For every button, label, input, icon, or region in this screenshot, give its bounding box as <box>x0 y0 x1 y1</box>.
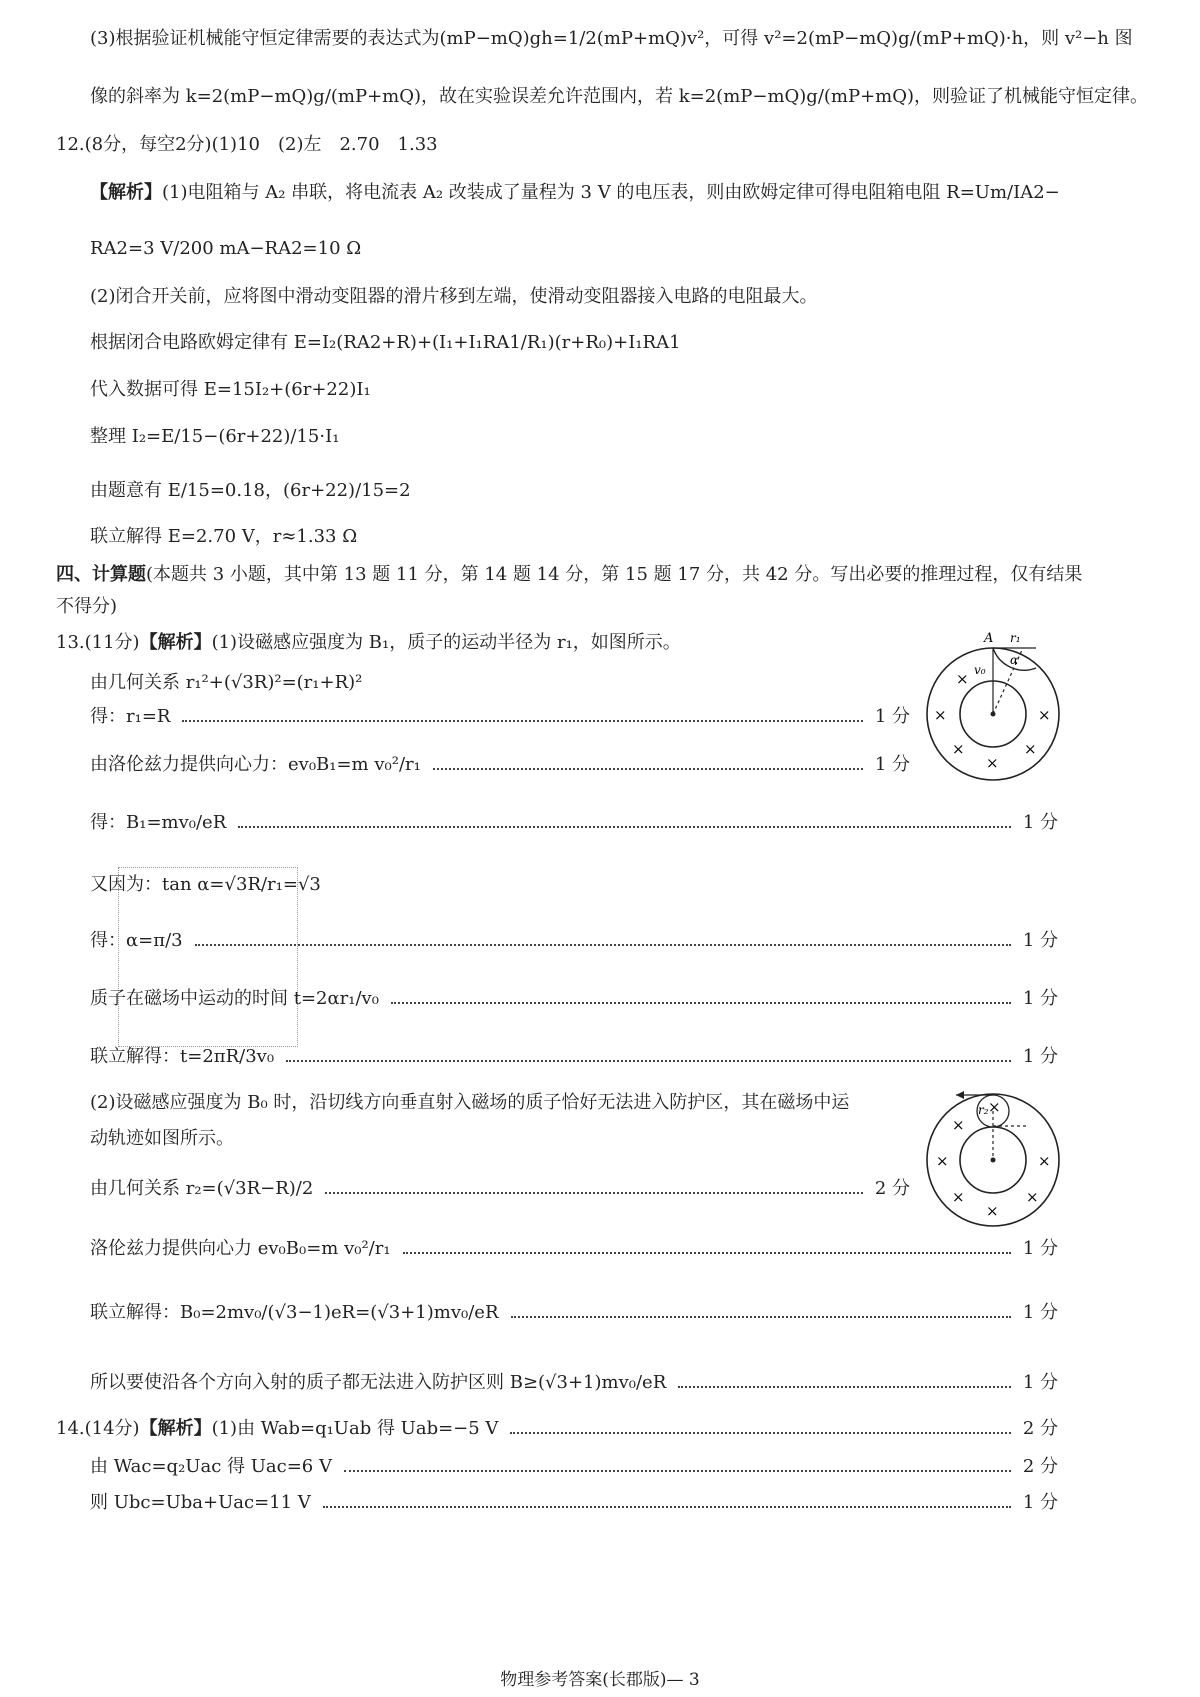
q12-formula: RA2=3 V/200 mA−RA2=10 Ω <box>90 238 362 259</box>
scored-step <box>90 1370 1058 1396</box>
section-instructions: (本题共 3 小题，其中第 13 题 11 分，第 14 题 14 分，第 15 题 17 分，共 42 分。写出必要的推理过程，仅有结果 <box>146 564 1083 585</box>
cross-mark: × <box>936 1152 949 1170</box>
section-title: 四、计算题 <box>56 564 146 585</box>
step-points: 2 分 <box>1022 1418 1058 1439</box>
step-points: 1 分 <box>874 706 910 727</box>
cross-mark: × <box>986 754 999 772</box>
step-points: 1 分 <box>1022 930 1058 951</box>
page-footer: 物理参考答案(长郡版)— 3 <box>500 1670 700 1690</box>
leader-dots <box>403 1252 1011 1254</box>
step-text: 由洛伦兹力提供向心力：ev₀B₁=m v₀²/r₁ <box>90 754 421 775</box>
scored-step <box>90 752 910 778</box>
section-instructions-cont: 不得分) <box>56 596 118 617</box>
scored-step <box>90 704 910 730</box>
q12-text: (2)闭合开关前，应将图中滑动变阻器的滑片移到左端，使滑动变阻器接入电路的电阻最大。 <box>90 286 818 307</box>
step-points: 2 分 <box>1022 1456 1058 1477</box>
step-text: 由几何关系 r₂=(√3R−R)/2 <box>90 1178 314 1199</box>
cross-mark: × <box>1026 1188 1039 1206</box>
step-points: 1 分 <box>1022 1046 1058 1067</box>
step-text: 得：α=π/3 <box>90 930 183 951</box>
step-text <box>56 1416 498 1442</box>
leader-dots <box>286 1060 1011 1062</box>
leader-dots <box>195 944 1011 946</box>
label-alpha: α <box>1010 653 1019 667</box>
step-points: 1 分 <box>1022 1492 1058 1513</box>
scored-step <box>90 1044 1058 1070</box>
leader-dots <box>182 720 862 722</box>
leader-dots <box>323 1506 1011 1508</box>
step-points: 1 分 <box>1022 1238 1058 1259</box>
cross-mark: × <box>956 670 969 688</box>
step-text: 得：B₁=mv₀/eR <box>90 812 227 833</box>
scored-step <box>90 810 1058 836</box>
leader-dots <box>238 826 1011 828</box>
cross-mark: × <box>986 1202 999 1220</box>
q13-number: 13.(11分) <box>56 632 140 653</box>
q14-formula: (1)由 Wab=q₁Uab 得 Uab=−5 V <box>211 1418 499 1439</box>
magnetic-field-figure-1 <box>918 622 1068 792</box>
step-points: 1 分 <box>1022 1372 1058 1393</box>
question-13-head <box>56 630 681 656</box>
step-text: 质子在磁场中运动的时间 t=2αr₁/v₀ <box>90 988 379 1009</box>
q13-formula: 由几何关系 r₁²+(√3R)²=(r₁+R)² <box>90 672 363 693</box>
scored-step <box>90 1300 1058 1326</box>
section-heading <box>56 562 1082 588</box>
step-points: 1 分 <box>874 754 910 775</box>
q12-formula: 由题意有 E/15=0.18，(6r+22)/15=2 <box>90 480 411 501</box>
q12-formula: 代入数据可得 E=15I₂+(6r+22)I₁ <box>90 379 371 400</box>
step-points: 2 分 <box>874 1178 910 1199</box>
step-text: 得：r₁=R <box>90 706 171 727</box>
answer-line: 像的斜率为 k=2(mP−mQ)g/(mP+mQ)，故在实验误差允许范围内，若 k=2(mP−mQ)g/(mP+mQ)，则验证了机械能守恒定律。 <box>90 86 1149 107</box>
scored-step <box>90 928 1058 954</box>
step-text: 联立解得：t=2πR/3v₀ <box>90 1046 275 1067</box>
scored-step <box>90 1236 1058 1262</box>
scored-step <box>56 1416 1058 1442</box>
scored-step <box>90 1454 1058 1480</box>
cross-mark: × <box>1038 706 1051 724</box>
q13-part2: 动轨迹如图所示。 <box>90 1128 234 1149</box>
leader-dots <box>510 1432 1010 1434</box>
step-points: 1 分 <box>1022 988 1058 1009</box>
leader-dots <box>391 1002 1011 1004</box>
analysis-tag: 【解析】 <box>90 182 162 203</box>
leader-dots <box>511 1316 1011 1318</box>
label-r2: r₂ <box>978 1103 989 1117</box>
analysis-text: (1)电阻箱与 A₂ 串联，将电流表 A₂ 改装成了量程为 3 V 的电压表，则由欧姆定律可得电阻箱电阻 R=Um/IA2− <box>162 182 1060 203</box>
leader-dots <box>433 768 863 770</box>
cross-mark: × <box>952 1188 965 1206</box>
step-text: 所以要使沿各个方向入射的质子都无法进入防护区则 B≥(√3+1)mv₀/eR <box>90 1372 667 1393</box>
step-points: 1 分 <box>1022 812 1058 833</box>
q13-intro: (1)设磁感应强度为 B₁，质子的运动半径为 r₁，如图所示。 <box>211 632 681 653</box>
answer-line: (3)根据验证机械能守恒定律需要的表达式为(mP−mQ)gh=1/2(mP+mQ)v²，可得 v²=2(mP−mQ)g/(mP+mQ)·h，则 v²−h 图 <box>90 28 1133 49</box>
q13-part2: (2)设磁感应强度为 B₀ 时，沿切线方向垂直射入磁场的质子恰好无法进入防护区，其在磁场中运 <box>90 1092 850 1113</box>
analysis-tag: 【解析】 <box>139 1418 212 1439</box>
q13-formula: 又因为：tan α=√3R/r₁=√3 <box>90 874 321 895</box>
question-12-answer: 12.(8分，每空2分)(1)10 (2)左 2.70 1.33 <box>56 134 438 155</box>
step-text: 由 Wac=q₂Uac 得 Uac=6 V <box>90 1456 332 1477</box>
label-v0: v₀ <box>974 663 986 677</box>
magnetic-field-figure-2 <box>918 1084 1068 1234</box>
analysis-tag: 【解析】 <box>139 632 212 653</box>
cross-mark: × <box>1038 1152 1051 1170</box>
step-text: 联立解得：B₀=2mv₀/(√3−1)eR=(√3+1)mv₀/eR <box>90 1302 499 1323</box>
scored-step <box>90 1176 910 1202</box>
field-marks <box>934 670 1051 772</box>
leader-dots <box>678 1386 1011 1388</box>
cross-mark: × <box>952 1116 965 1134</box>
cross-mark: × <box>1024 740 1037 758</box>
scored-step <box>90 1490 1058 1516</box>
q12-result: 联立解得 E=2.70 V，r≈1.33 Ω <box>90 526 358 547</box>
step-text: 洛伦兹力提供向心力 ev₀B₀=m v₀²/r₁ <box>90 1238 391 1259</box>
q14-number: 14.(14分) <box>56 1418 140 1439</box>
q12-analysis-line <box>90 180 1060 206</box>
step-points: 1 分 <box>1022 1302 1058 1323</box>
cross-mark: × <box>988 1098 1001 1116</box>
cross-mark: × <box>934 706 947 724</box>
label-A: A <box>984 631 994 646</box>
q12-formula: 根据闭合电路欧姆定律有 E=I₂(RA2+R)+(I₁+I₁RA1/R₁)(r+R₀)+I₁RA1 <box>90 332 681 353</box>
scored-step <box>90 986 1058 1012</box>
leader-dots <box>325 1192 863 1194</box>
arrow-head <box>956 1091 964 1099</box>
step-text: 则 Ubc=Uba+Uac=11 V <box>90 1492 311 1513</box>
q12-formula: 整理 I₂=E/15−(6r+22)/15·I₁ <box>90 426 340 447</box>
cross-mark: × <box>952 740 965 758</box>
leader-dots <box>344 1470 1011 1472</box>
label-r1: r₁ <box>1010 631 1021 645</box>
